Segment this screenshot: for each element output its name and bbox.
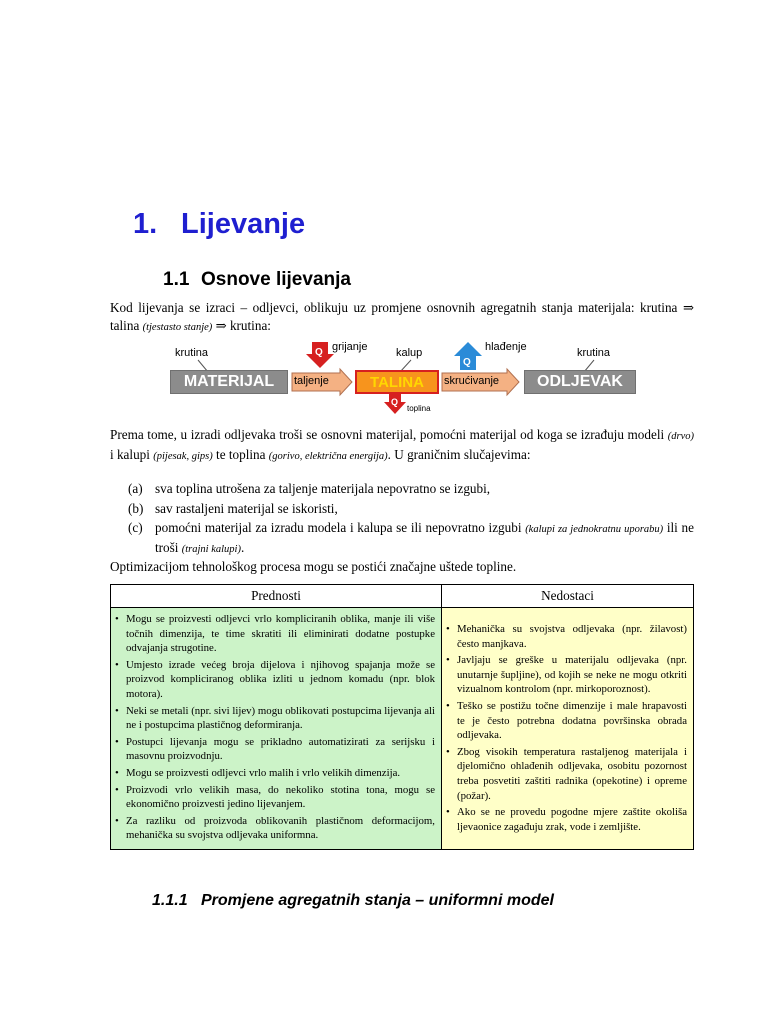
list-text-part: pomoćni materijal za izradu modela i kalupa se ili nepovratno izgubi xyxy=(155,520,526,535)
list-item xyxy=(115,658,435,702)
para2-italic-1: (drvo) xyxy=(667,431,694,442)
list-item xyxy=(128,519,694,558)
intro-italic: (tjestasto stanje) xyxy=(142,321,213,333)
para2-text-2: i kalupi xyxy=(110,446,154,462)
box-materijal: MATERIJAL xyxy=(170,370,288,394)
list-item xyxy=(446,622,687,651)
chapter-heading xyxy=(133,208,305,241)
bullet-icon: • xyxy=(115,613,119,625)
label-toplina: toplina xyxy=(407,404,431,413)
label-hladjenje: hlađenje xyxy=(485,341,527,353)
pros-cons-table xyxy=(110,584,694,850)
advantage-text: Umjesto izrade većeg broja dijelova i njihovog spajanja može se proizvod kompliciranog oblika izliti u jednom komadu (npr. blok motora). xyxy=(126,658,435,700)
intro-text-end: ⇒ krutina: xyxy=(212,317,271,333)
label-kalup: kalup xyxy=(396,347,423,359)
list-item xyxy=(115,735,435,764)
list-italic: (trajni kalupi) xyxy=(181,543,241,555)
chapter-number: 1. xyxy=(133,208,158,240)
list-item xyxy=(446,805,687,834)
section-heading xyxy=(163,269,351,291)
list-italic: (kalupi za jednokratnu uporabu) xyxy=(525,524,664,535)
box-odljevak: ODLJEVAK xyxy=(524,370,636,394)
bullet-icon: • xyxy=(115,658,119,671)
para2-text-1: Prema tome, u izradi odljevaka troši se osnovni materijal, pomoćni materijal od koga se izrađuju modeli xyxy=(110,427,668,442)
bullet-icon: • xyxy=(115,735,119,748)
list-text: sva toplina utrošena za taljenje materijala nepovratno se izgubi, xyxy=(155,481,491,496)
advantage-text: Mogu se proizvesti odljevci vrlo malih i vrlo velikih dimenzija. xyxy=(126,766,401,779)
list-item xyxy=(446,653,687,697)
disadvantage-text: Ako se ne provedu pogodne mjere zaštite okoliša ljevaonice zagađuju zrak, vode i zemljište. xyxy=(457,806,687,833)
bullet-icon: • xyxy=(115,814,119,827)
chapter-title: Lijevanje xyxy=(181,208,306,240)
bullet-icon: • xyxy=(446,745,450,758)
para2-italic-3: (gorivo, električna energija) xyxy=(268,450,388,462)
disadvantages-cell xyxy=(442,608,694,850)
para2-text-4: . U graničnim slučajevima: xyxy=(387,446,531,462)
state-change-diagram xyxy=(160,336,640,422)
bullet-icon: • xyxy=(115,783,119,796)
section-title: Osnove lijevanja xyxy=(201,269,351,290)
list-item xyxy=(115,814,435,843)
label-krutina-left: krutina xyxy=(175,347,209,359)
paragraph-optimization: Optimizacijom tehnološkog procesa mogu se postići značajne uštede topline. xyxy=(110,559,517,574)
list-item xyxy=(128,480,694,498)
intro-paragraph xyxy=(110,299,694,336)
list-item xyxy=(446,745,687,803)
bullet-icon: • xyxy=(446,699,450,712)
label-krutina-right: krutina xyxy=(577,347,611,359)
header-prednosti: Prednosti xyxy=(111,585,442,608)
disadvantage-text: Mehanička su svojstva odljevaka (npr. žilavost) često manjkava. xyxy=(457,623,687,650)
header-nedostaci: Nedostaci xyxy=(442,585,694,608)
bullet-icon: • xyxy=(446,623,450,635)
disadvantage-text: Teško se postižu točne dimenzije i male hrapavosti te je često potrebna dodatna površinska obrada odljevaka. xyxy=(457,699,687,742)
paragraph-materials xyxy=(110,426,694,465)
list-item xyxy=(115,612,435,656)
cases-list xyxy=(128,480,694,560)
section-number: 1.1 xyxy=(163,269,190,290)
subsection-number: 1.1.1 xyxy=(152,892,188,909)
list-item xyxy=(446,699,687,743)
list-text: sav rastaljeni materijal se iskoristi, xyxy=(155,500,338,516)
para2-text-3: te toplina xyxy=(212,446,269,462)
label-taljenje: taljenje xyxy=(294,375,329,387)
bullet-icon: • xyxy=(446,806,450,819)
label-skrucivanje: skrućivanje xyxy=(444,375,500,387)
advantages-list xyxy=(115,612,435,843)
list-text xyxy=(155,519,694,558)
q-symbol-out: Q xyxy=(463,357,471,368)
intro-text: Kod lijevanja se izraci – odljevci, oblikuju uz promjene osnovnih agregatnih stanja materijala: krutina ⇒ talina xyxy=(110,300,694,333)
box-talina: TALINA xyxy=(355,370,439,394)
list-item xyxy=(115,766,435,781)
bullet-icon: • xyxy=(115,704,119,717)
disadvantages-list xyxy=(446,622,687,834)
bullet-icon: • xyxy=(446,654,450,667)
subsection-heading xyxy=(152,892,554,910)
advantage-text: Mogu se proizvesti odljevci vrlo kompliciranih oblika, manje ili više točnih dimenzija, te time skratiti ili eliminirati dodatne postupke odvajanja strugotine. xyxy=(126,613,435,655)
subsection-title: Promjene agregatnih stanja – uniformni model xyxy=(201,892,554,909)
label-grijanje: grijanje xyxy=(332,341,368,353)
list-label: (b) xyxy=(128,500,144,516)
list-text-part: ili ne troši xyxy=(155,520,694,555)
list-label: (c) xyxy=(128,520,143,535)
list-text-part: . xyxy=(240,539,245,555)
advantage-text: Neki se metali (npr. sivi lijev) mogu oblikovati postupcima lijevanja ali ne i postupcima plastičnog deformiranja. xyxy=(126,704,435,732)
list-item xyxy=(115,704,435,733)
bullet-icon: • xyxy=(115,766,119,779)
advantage-text: Postupci lijevanja mogu se prikladno automatizirati za serijsku i masovnu proizvodnju. xyxy=(126,735,435,763)
list-label: (a) xyxy=(128,481,143,496)
disadvantage-text: Javljaju se greške u materijalu odljevaka (npr. unutarnje šupljine), od kojih se neke ne mogu otkriti vizualnom kontrolom (npr. mirkoporoznost). xyxy=(457,654,687,696)
advantages-cell xyxy=(111,608,442,850)
q-symbol-in: Q xyxy=(315,347,323,358)
list-item xyxy=(128,500,694,518)
para2-italic-2: (pijesak, gips) xyxy=(153,450,213,462)
disadvantage-text: Zbog visokih temperatura rastaljenog materijala i djelomično ohlađenih odljevaka, osobitu pozornost treba posvetiti zaštiti radnika (opekotine) i opreme (požar). xyxy=(457,745,687,802)
list-item xyxy=(115,783,435,812)
advantage-text: Proizvodi vrlo velikih masa, do nekoliko stotina tona, mogu se ekonomično proizvesti jedino lijevanjem. xyxy=(126,783,435,811)
q-symbol-loss: Q xyxy=(391,397,399,407)
advantage-text: Za razliku od proizvoda oblikovanih plastičnom deformacijom, mehanička su svojstva odljevaka uniformna. xyxy=(126,814,435,842)
